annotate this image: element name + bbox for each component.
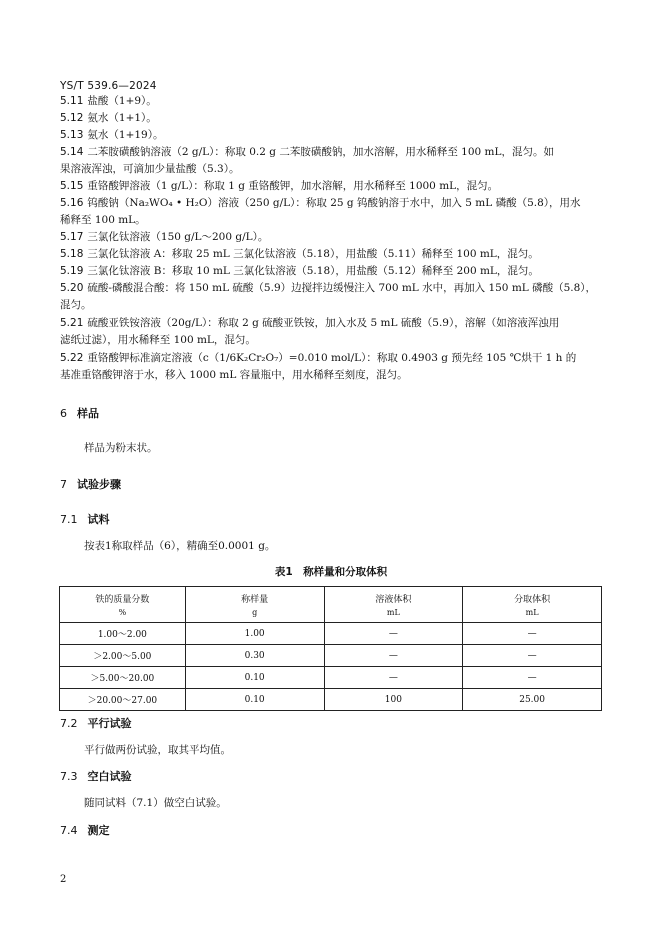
reagent-item <box>60 263 605 280</box>
reagent-item <box>60 315 605 349</box>
section-number: 7.1 <box>60 513 78 526</box>
table-row <box>60 623 602 645</box>
reagent-text-cont: 稀释至 100 mL。 <box>60 214 146 226</box>
section-title: 试验步骤 <box>77 478 121 491</box>
reagent-text: 氨水（1+1）。 <box>87 112 157 124</box>
section-paragraph: 按表1称取样品（6），精确至0.0001 g。 <box>84 540 276 552</box>
reagent-text-cont: 基准重铬酸钾溶于水，移入 1000 mL 容量瓶中，用水稀释至刻度，混匀。 <box>60 369 408 381</box>
table-cell: ＞20.00～27.00 <box>60 689 186 711</box>
section-number: 7.4 <box>60 824 78 837</box>
reagent-text-cont: 混匀。 <box>60 299 92 311</box>
table-cell: — <box>463 667 602 689</box>
table-header-cell: 分取体积 mL <box>463 587 602 623</box>
table-header-cell: 溶液体积 mL <box>324 587 463 623</box>
table-header-row <box>60 587 602 623</box>
table-cell: 1.00～2.00 <box>60 623 186 645</box>
standard-code: YS/T 539.6—2024 <box>60 80 157 92</box>
reagent-item <box>60 246 605 263</box>
section-number: 6 <box>60 407 67 420</box>
reagent-number: 5.18 <box>60 248 84 260</box>
section-paragraph: 样品为粉末状。 <box>84 442 158 454</box>
reagent-number: 5.16 <box>60 197 84 209</box>
reagent-text: 盐酸（1+9）。 <box>87 95 157 107</box>
table-cell: — <box>324 667 463 689</box>
reagent-item <box>60 350 605 384</box>
table-cell: 0.10 <box>185 689 324 711</box>
table-row <box>60 645 602 667</box>
reagent-number: 5.11 <box>60 95 84 107</box>
reagent-text: 硫酸亚铁铵溶液（20g/L）：称取 2 g 硫酸亚铁铵，加入水及 5 mL 硫酸（5.9），溶解（如溶液浑浊用 <box>87 317 560 329</box>
reagent-item <box>60 178 605 195</box>
table-header-cell: 称样量 g <box>185 587 324 623</box>
reagent-item <box>60 127 605 144</box>
section-paragraph: 平行做两份试验，取其平均值。 <box>84 744 231 756</box>
reagent-text: 三氯化钛溶液（150 g/L～200 g/L）。 <box>87 231 269 243</box>
table-header-cell: 铁的质量分数 % <box>60 587 186 623</box>
table-row <box>60 689 602 711</box>
reagent-item <box>60 144 605 178</box>
reagent-item <box>60 280 605 314</box>
section-paragraph: 随同试料（7.1）做空白试验。 <box>84 797 227 809</box>
reagent-number: 5.19 <box>60 265 84 277</box>
reagent-text: 三氯化钛溶液 A：移取 25 mL 三氯化钛溶液（5.18），用盐酸（5.11）稀释至 100 mL，混匀。 <box>87 248 539 260</box>
reagent-text: 二苯胺磺酸钠溶液（2 g/L）：称取 0.2 g 二苯胺磺酸钠，加水溶解，用水稀释至 100 mL，混匀。如 <box>87 146 554 158</box>
reagent-text: 三氯化钛溶液 B：移取 10 mL 三氯化钛溶液（5.18），用盐酸（5.12）稀释至 200 mL，混匀。 <box>87 265 539 277</box>
subsection-heading <box>60 511 110 527</box>
reagent-text: 钨酸钠（Na₂WO₄ • H₂O）溶液（250 g/L）：称取 25 g 钨酸钠溶于水中，加入 5 mL 磷酸（5.8），用水 <box>87 197 581 209</box>
reagent-item <box>60 195 605 229</box>
table-cell: — <box>463 623 602 645</box>
subsection-heading <box>60 768 132 784</box>
reagent-number: 5.21 <box>60 317 84 329</box>
subsection-heading <box>60 715 132 731</box>
table-cell: — <box>463 645 602 667</box>
section-number: 7.2 <box>60 717 78 730</box>
reagent-number: 5.12 <box>60 112 84 124</box>
table-row <box>60 667 602 689</box>
table-cell: 25.00 <box>463 689 602 711</box>
section-title: 试料 <box>87 513 110 526</box>
reagent-item <box>60 93 605 110</box>
section-title: 样品 <box>77 407 99 420</box>
reagent-item <box>60 229 605 246</box>
reagent-text: 硫酸-磷酸混合酸：将 150 mL 硫酸（5.9）边搅拌边缓慢注入 700 mL 水中，再加入 150 mL 磷酸（5.8）， <box>87 282 597 294</box>
reagent-number: 5.15 <box>60 180 84 192</box>
table-caption: 表1 称样量和分取体积 <box>274 566 388 578</box>
section-title: 测定 <box>87 824 110 837</box>
section-title: 平行试验 <box>87 717 132 730</box>
section-number: 7 <box>60 478 67 491</box>
reagent-text: 氨水（1+19）。 <box>87 129 164 141</box>
reagent-number: 5.22 <box>60 352 84 364</box>
table-cell: 0.10 <box>185 667 324 689</box>
reagent-number: 5.20 <box>60 282 84 294</box>
subsection-heading <box>60 822 110 838</box>
reagent-item <box>60 110 605 127</box>
table-cell: 100 <box>324 689 463 711</box>
table-cell: — <box>324 645 463 667</box>
page-number: 2 <box>60 874 67 885</box>
reagent-text: 重铬酸钾溶液（1 g/L）：称取 1 g 重铬酸钾，加水溶解，用水稀释至 1000 mL，混匀。 <box>87 180 499 192</box>
section-heading <box>60 405 99 421</box>
reagent-text: 重铬酸钾标准滴定溶液（c（1/6K₂Cr₂O₇）=0.010 mol/L）：称取 0.4903 g 预先经 105 ℃烘干 1 h 的 <box>87 352 577 364</box>
reagent-number: 5.13 <box>60 129 84 141</box>
table-cell: 1.00 <box>185 623 324 645</box>
table-cell: ＞5.00～20.00 <box>60 667 186 689</box>
section-heading <box>60 476 121 492</box>
reagent-text-cont: 滤纸过滤），用水稀释至 100 mL，混匀。 <box>60 334 256 346</box>
reagent-number: 5.17 <box>60 231 84 243</box>
reagent-number: 5.14 <box>60 146 84 158</box>
table-cell: 0.30 <box>185 645 324 667</box>
table-cell: — <box>324 623 463 645</box>
section-title: 空白试验 <box>87 770 132 783</box>
table-cell: ＞2.00～5.00 <box>60 645 186 667</box>
sample-weight-table <box>59 586 602 711</box>
section-number: 7.3 <box>60 770 78 783</box>
reagent-text-cont: 果溶液浑浊，可滴加少量盐酸（5.3）。 <box>60 163 240 175</box>
